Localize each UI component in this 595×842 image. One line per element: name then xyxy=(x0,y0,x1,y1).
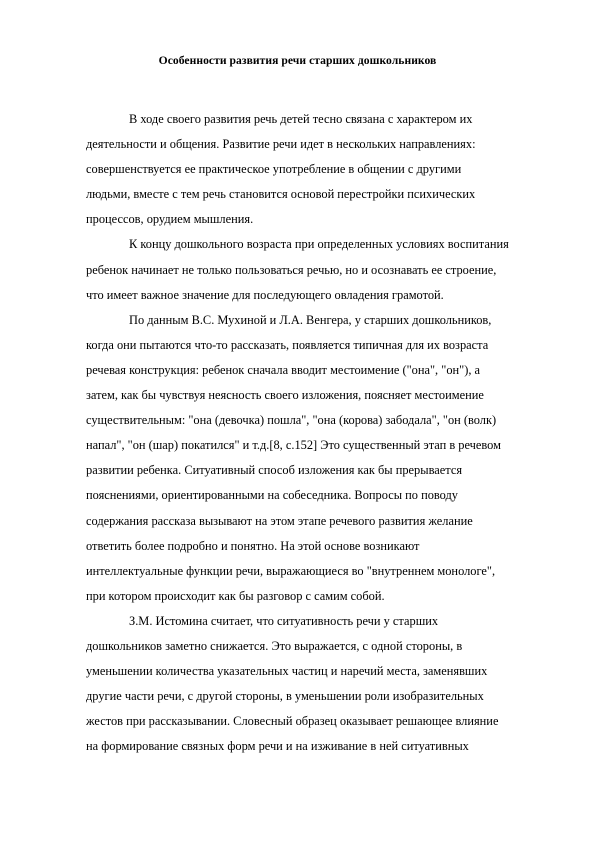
text-line: уменьшении количества указательных частиц и наречий места, заменявших xyxy=(86,664,488,679)
paragraph xyxy=(86,232,556,307)
text-line: на формирование связных форм речи и на изживание в ней ситуативных xyxy=(86,739,469,754)
text-line: ответить более подробно и понятно. На этой основе возникают xyxy=(86,538,420,553)
paragraph xyxy=(86,609,556,760)
text-line: пояснениями, ориентированными на собеседника. Вопросы по поводу xyxy=(86,488,458,503)
text-line: К концу дошкольного возраста при определенных условиях воспитания xyxy=(129,237,509,252)
text-line: когда они пытаются что-то рассказать, появляется типичная для их возраста xyxy=(86,337,489,352)
text-line: затем, как бы чувствуя неясность своего изложения, поясняет местоимение xyxy=(86,388,484,403)
text-line: В ходе своего развития речь детей тесно связана с характером их xyxy=(129,112,473,126)
text-line: что имеет важное значение для последующего овладения грамотой. xyxy=(86,287,444,302)
text-line: содержания рассказа вызывают на этом этапе речевого развития желание xyxy=(86,513,473,528)
paragraph xyxy=(86,308,556,609)
text-line: деятельности и общения. Развитие речи идет в нескольких направлениях: xyxy=(86,137,476,152)
text-line: ребенок начинает не только пользоваться речью, но и осознавать ее строение, xyxy=(86,262,497,277)
text-line: процессов, орудием мышления. xyxy=(86,212,254,227)
text-line: людьми, вместе с тем речь становится основой перестройки психических xyxy=(86,187,476,202)
text-line: дошкольников заметно снижается. Это выражается, с одной стороны, в xyxy=(86,638,463,653)
text-line: другие части речи, с другой стороны, в уменьшении роли изобразительных xyxy=(86,689,484,704)
paragraph xyxy=(86,107,556,232)
text-line: напал", "он (шар) покатился" и т.д.[8, с.152] Это существенный этап в речевом xyxy=(86,438,501,453)
text-line: существительным: "она (девочка) пошла", "она (корова) забодала", "он (волк) xyxy=(86,413,497,428)
text-line: речевая конструкция: ребенок сначала вводит местоимение ("она", "он"), а xyxy=(86,362,481,377)
text-line: развитии ребенка. Ситуативный способ изложения как бы прерывается xyxy=(86,463,463,478)
text-line: интеллектуальные функции речи, выражающиеся во "внутреннем монологе", xyxy=(86,563,496,578)
document-body xyxy=(86,107,556,759)
text-line: По данным В.С. Мухиной и Л.А. Венгера, у старших дошкольников, xyxy=(129,312,492,327)
document-title: Особенности развития речи старших дошкольников xyxy=(158,54,437,67)
text-line: жестов при рассказывании. Словесный образец оказывает решающее влияние xyxy=(86,714,499,729)
text-line: при котором происходит как бы разговор с самим собой. xyxy=(86,588,385,603)
text-line: З.М. Истомина считает, что ситуативность речи у старших xyxy=(129,613,439,628)
text-line: совершенствуется ее практическое употребление в общении с другими xyxy=(86,162,462,177)
